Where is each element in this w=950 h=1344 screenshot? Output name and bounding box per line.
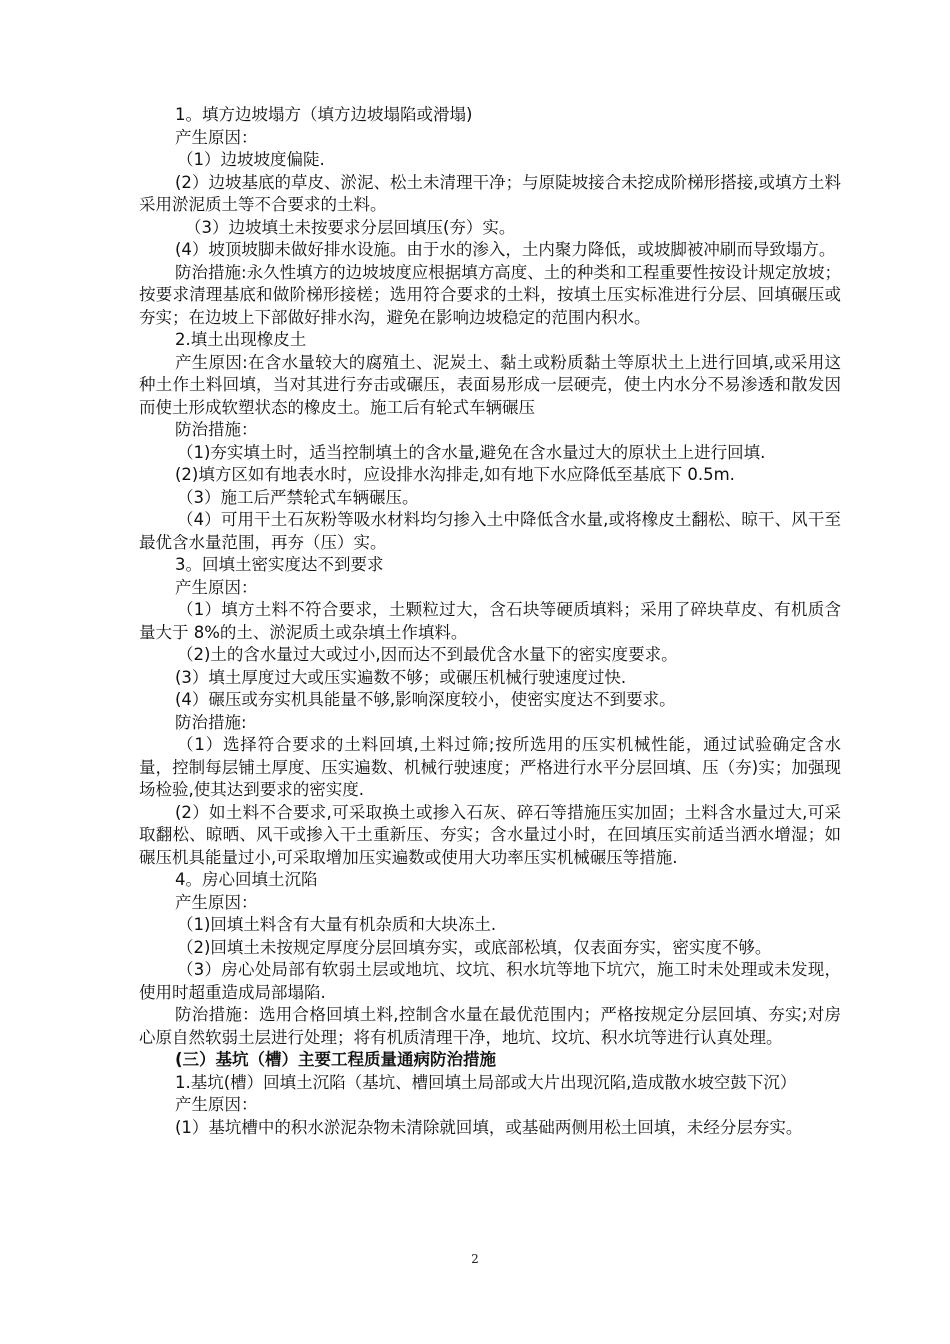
paragraph: 产生原因： [175,892,258,912]
paragraph: 产生原因:在含水量较大的腐殖土、泥炭土、黏土或粉质黏土等原状土上进行回填,或采用这种土作土料回填，当对其进行夯击或碾压，表面易形成一层硬壳，使土内水分不易渗透和散发因而使土形成软塑状态的橡皮土。施工后有轮式车辆碾压 [139,352,841,417]
paragraph: 1.基坑(槽）回填土沉陷（基坑、槽回填土局部或大片出现沉陷,造成散水坡空鼓下沉） [175,1072,797,1092]
paragraph: 产生原因： [175,577,258,597]
paragraph: （1）选择符合要求的土料回填,土料过筛;按所选用的压实机械性能，通过试验确定含水量，控制每层铺土厚度、压实遍数、机械行驶速度；严格进行水平分层回填、压（夯)实；加强现场检验,使其达到要求的密实度. [139,735,841,799]
paragraph: 1。填方边坡塌方（填方边坡塌陷或滑塌) [175,105,473,124]
page-number: 2 [471,1252,479,1266]
paragraph: （1）填方土料不符合要求，土颗粒过大，含石块等硬质填料；采用了碎块草皮、有机质含量大于 8%的土、淤泥质土或杂填土作填料。 [139,600,841,642]
paragraph: (3）填土厚度过大或压实遍数不够；或碾压机械行驶速度过快. [175,667,627,687]
paragraph: (4）坡顶坡脚未做好排水设施。由于水的渗入，土内聚力降低，或坡脚被冲刷而导致塌方。 [175,240,836,259]
paragraph: （2)回填土未按规定厚度分层回填夯实，或底部松填，仅表面夯实，密实度不够。 [177,937,772,957]
paragraph: 4。房心回填土沉陷 [175,870,318,889]
paragraph: （3）房心处局部有软弱土层或地坑、坟坑、积水坑等地下坑穴，施工时未处理或未发现，使用时超重造成局部塌陷. [139,960,841,1002]
paragraph: （2)土的含水量过大或过小,因而达不到最优含水量下的密实度要求。 [177,645,678,664]
paragraph: (4）碾压或夯实机具能量不够,影响深度较小，使密实度达不到要求。 [175,690,676,709]
paragraph: 2.填土出现橡皮土 [175,330,307,349]
paragraph: （4）可用干土石灰粉等吸水材料均匀掺入土中降低含水量,或将橡皮土翻松、晾干、风干至最优含水量范围，再夯（压）实。 [139,510,841,552]
paragraph: (2)填方区如有地表水时，应设排水沟排走,如有地下水应降低至基底下 0.5m. [175,465,735,484]
paragraph: （3）施工后严禁轮式车辆碾压。 [177,487,419,507]
paragraph: 防治措施：选用合格回填土料,控制含水量在最优范围内；严格按规定分层回填、夯实;对房心原自然软弱土层进行处理；将有机质清理干净，地坑、坟坑、积水坑等进行认真处理。 [139,1005,841,1047]
paragraph: (2）如土料不合要求,可采取换土或掺入石灰、碎石等措施压实加固；土料含水量过大,可采取翻松、晾晒、风干或掺入干土重新压、夯实；含水量过小时，在回填压实前适当洒水增湿；如碾压机具能量过小,可采取增加压实遍数或使用大功率压实机械碾压等措施. [139,802,841,867]
paragraph: 防治措施: [175,712,247,732]
paragraph: （1)回填土料含有大量有机杂质和大块冻土. [177,915,497,934]
paragraph: 3。回填土密实度达不到要求 [175,555,384,574]
paragraph: （3）边坡填土未按要求分层回填压(夯）实。 [185,217,516,237]
paragraph: 防治措施： [175,420,258,439]
paragraph: （1）边坡坡度偏陡. [177,150,325,169]
paragraph: (1）基坑槽中的积水淤泥杂物未清除就回填，或基础两侧用松土回填，未经分层夯实。 [175,1117,803,1137]
paragraph: 防治措施:永久性填方的边坡坡度应根据填方高度、土的种类和工程重要性按设计规定放坡；按要求清理基底和做阶梯形接槎；选用符合要求的土料，按填土压实标准进行分层、回填碾压或夯实；在边坡上下部做好排水沟，避免在影响边坡稳定的范围内积水。 [139,262,841,327]
document-body [139,104,841,1139]
paragraph: 产生原因： [175,1095,258,1114]
paragraph: (2）边坡基底的草皮、淤泥、松土未清理干净；与原陡坡接合未挖成阶梯形搭接,或填方土料采用淤泥质土等不合要求的土料。 [139,172,841,214]
section-heading: (三）基坑（槽）主要工程质量通病防治措施 [175,1050,497,1069]
paragraph: （1)夯实填土时，适当控制填土的含水量,避免在含水量过大的原状土上进行回填. [177,442,766,462]
paragraph: 产生原因： [175,127,258,147]
